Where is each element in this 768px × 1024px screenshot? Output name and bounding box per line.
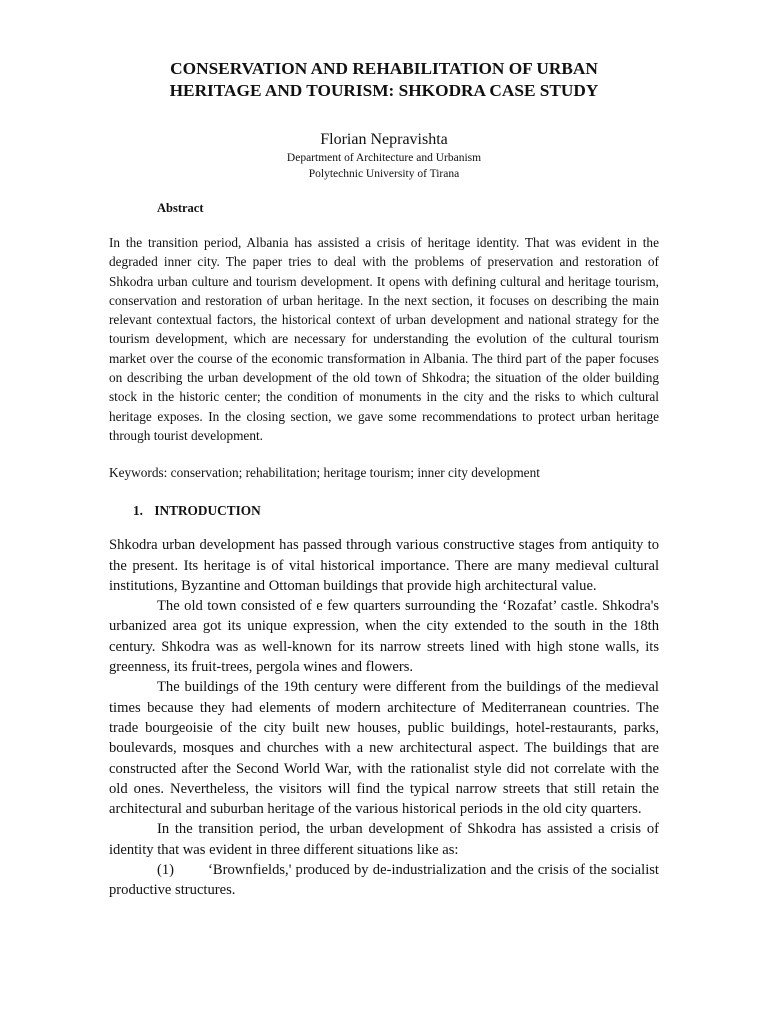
section-title: INTRODUCTION xyxy=(154,503,261,519)
introduction-body xyxy=(109,535,659,900)
section-number: 1. xyxy=(133,503,143,519)
title-line: CONSERVATION AND REHABILITATION OF URBAN xyxy=(170,59,598,78)
title-line: HERITAGE AND TOURISM: SHKODRA CASE STUDY xyxy=(169,81,599,100)
abstract-text: In the transition period, Albania has assisted a crisis of heritage identity. That was evident in the degraded inner city. The paper tries to deal with the problems of preservation and restoration of Shkodra urban culture and tourism development. It opens with defining cultural and heritage tourism, conservation and restoration of urban heritage. In the next section, it focuses on describing the main relevant contextual factors, the historical context of urban development and national strategy for the tourism development, which are necessary for understanding the evolution of the cultural tourism market over the course of the economic transformation in Albania. The third part of the paper focuses on describing the urban development of the old town of Shkodra; the situation of the older building stock in the historic center; the condition of monuments in the city and the risks to which cultural heritage exposes. In the closing section, we gave some recommendations to protect urban heritage through tourist development. xyxy=(109,235,659,443)
keywords: Keywords: conservation; rehabilitation; heritage tourism; inner city development xyxy=(109,465,540,481)
abstract-heading: Abstract xyxy=(157,201,204,215)
affiliation-line: Department of Architecture and Urbanism xyxy=(286,152,482,164)
author-affiliation xyxy=(109,150,659,182)
list-marker: (1) xyxy=(157,862,175,879)
paper-page xyxy=(109,58,659,901)
section-heading-introduction xyxy=(133,501,659,521)
body-paragraph: The old town consisted of e few quarters surrounding the ‘Rozafat’ castle. Shkodra's urbanized area got its unique expression, when the city extended to the south in the 18th century. Shkodra was as well-known for its narrow streets lined with high stone walls, its greenness, its fruit-trees, pergola wines and flowers. xyxy=(109,598,659,676)
list-item xyxy=(109,860,659,901)
body-paragraph: The buildings of the 19th century were different from the buildings of the medieval times because they had elements of modern architecture of Mediterranean countries. The trade bourgeoisie of the city built new houses, public buildings, hotel-restaurants, parks, boulevards, mosques and churches with a new architectural aspect. The buildings that are constructed after the Second World War, with the rationalist style did not correlate with the old ones. Nevertheless, the visitors will find the typical narrow streets that still retain the architectural and suburban heritage of the various historical periods in the old city quarters. xyxy=(109,679,659,818)
paper-title xyxy=(109,58,659,102)
body-paragraph: Shkodra urban development has passed through various constructive stages from antiquity to the present. Its heritage is of vital historical importance. There are many medieval cultural institutions, Byzantine and Ottoman buildings that provide high architectural value. xyxy=(109,537,659,594)
affiliation-line: Polytechnic University of Tirana xyxy=(308,168,460,180)
list-item-text: ‘Brownfields,' produced by de-industrialization and the crisis of the socialist productive structures. xyxy=(109,862,659,899)
author-name: Florian Nepravishta xyxy=(320,131,448,148)
body-paragraph: In the transition period, the urban development of Shkodra has assisted a crisis of identity that was evident in three different situations like as: xyxy=(109,821,659,858)
